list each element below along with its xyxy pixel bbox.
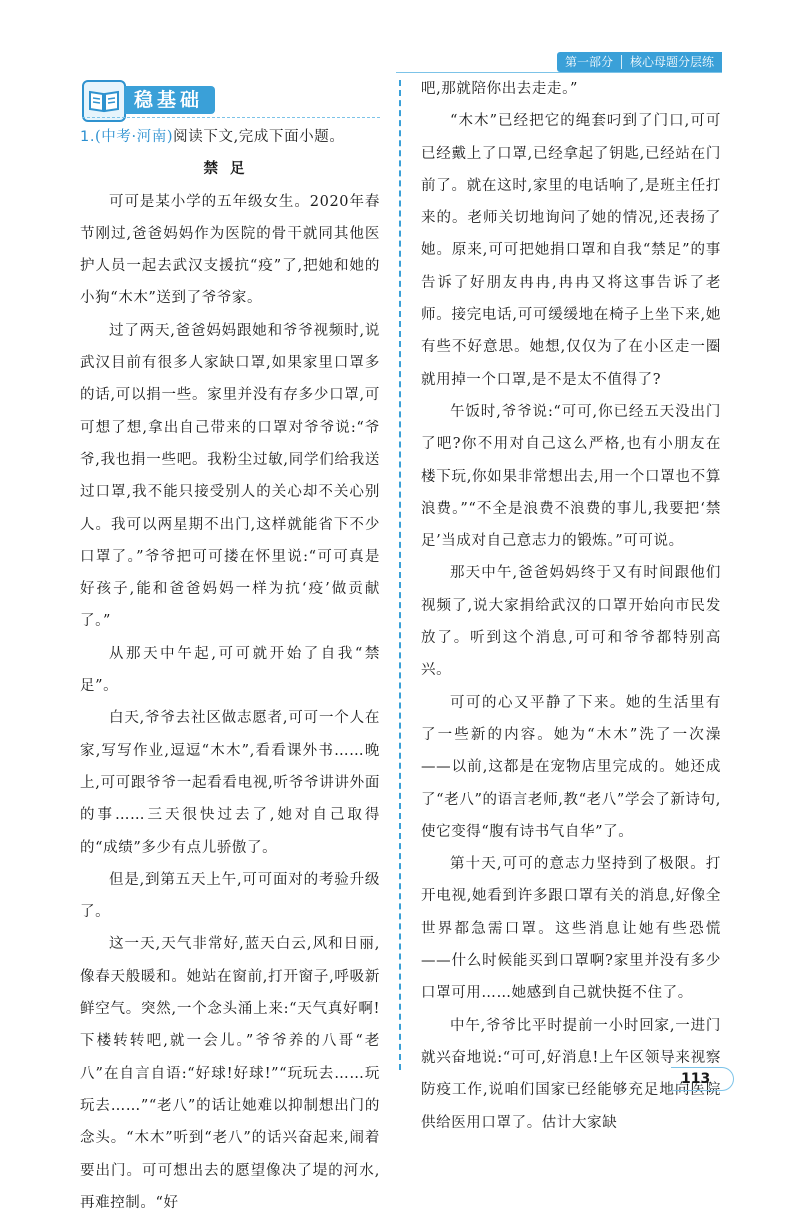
paragraph: “木木”已经把它的绳套叼到了门口,可可已经戴上了口罩,已经拿起了钥匙,已经站在门前了。就在这时,家里的电话响了,是班主任打来的。老师关切地询问了她的情况,还表扬了她。原来,可可把她捐口罩和自我“禁足”的事告诉了好朋友冉冉,冉冉又将这事告诉了老师。接完电话,可可缓缓地在椅子上坐下来,她有些不好意思。她想,仅仅为了在小区走一圈就用掉一个口罩,是不是太不值得了? — [421, 113, 721, 388]
section-header-tag — [557, 52, 722, 72]
section-label: 核心母题分层练 — [629, 55, 714, 69]
paragraph: 第十天,可可的意志力坚持到了极限。打开电视,她看到许多跟口罩有关的消息,好像全世界都急需口罩。这些消息让她有些恐慌——什么时候能买到口罩啊?家里并没有多少口罩可用……她感到自己就快挺不住了。 — [421, 856, 721, 1002]
paragraph: 白天,爷爷去社区做志愿者,可可一个人在家,写写作业,逗逗“木木”,看看课外书……晚上,可可跟爷爷一起看看电视,听爷爷讲讲外面的事……三天很快过去了,她对自己取得的“成绩”多少有点儿骄傲了。 — [80, 710, 380, 856]
paragraph: 中午,爷爷比平时提前一小时回家,一进门就兴奋地说:“可可,好消息!上午区领导来视察防疫工作,说咱们国家已经能够充足地向医院供给医用口罩了。估计大家缺 — [421, 1017, 721, 1131]
question-source: (中考·河南) — [95, 129, 174, 145]
paragraph: 这一天,天气非常好,蓝天白云,风和日丽,像春天般暖和。她站在窗前,打开窗子,呼吸新鲜空气。突然,一个念头涌上来:“天气真好啊!下楼转转吧,就一会儿。”爷爷养的八哥“老八”在自言自语:“好球!好球!”“玩玩去……玩玩去……”“老八”的话让她难以抑制想出门的念头。“木木”听到“老八”的话兴奋起来,闹着要出门。可可想出去的愿望像决了堤的河水,再难控制。“好 — [80, 936, 380, 1211]
paragraph-continued: 吧,那就陪你出去走走。” — [421, 81, 578, 97]
book-icon — [82, 80, 126, 122]
paragraph: 可可是某小学的五年级女生。2020年春节刚过,爸爸妈妈作为医院的骨干就同其他医护人员一起去武汉支援抗“疫”了,把她和她的小狗“木木”送到了爷爷家。 — [80, 193, 380, 307]
part-label: 第一部分 — [564, 55, 613, 69]
column-divider — [399, 80, 401, 1070]
paragraph: 可可的心又平静了下来。她的生活里有了一些新的内容。她为“木木”洗了一次澡——以前,这都是在宠物店里完成的。她还成了“老八”的语言老师,教“老八”学会了新诗句,使它变得“腹有诗书气自华”了。 — [421, 694, 721, 840]
paragraph: 过了两天,爸爸妈妈跟她和爷爷视频时,说武汉目前有很多人家缺口罩,如果家里口罩多的话,可以捐一些。家里并没有存多少口罩,可可想了想,拿出自己带来的口罩对爷爷说:“爷爷,我也捐一些吧。我粉尘过敏,同学们给我送过口罩,我不能只接受别人的关心却不关心别人。我可以两星期不出门,这样就能省下不少口罩了。”爷爷把可可搂在怀里说:“可可真是好孩子,能和爸爸妈妈一样为抗‘疫’做贡献了。” — [80, 322, 380, 630]
question-prompt: 阅读下文,完成下面小题。 — [173, 129, 345, 145]
page-number: 113 — [671, 1067, 734, 1091]
badge-underline — [82, 117, 380, 118]
level-badge — [82, 80, 230, 120]
paragraph: 午饭时,爷爷说:“可可,你已经五天没出门了吧?你不用对自己这么严格,也有小朋友在楼下玩,你如果非常想出去,用一个口罩也不算浪费。”“不全是浪费不浪费的事儿,我要把‘禁足’当成对自己意志力的锻炼。”可可说。 — [421, 403, 721, 550]
paragraph: 那天中午,爸爸妈妈终于又有时间跟他们视频了,说大家捐给武汉的口罩开始向市民发放了。听到这个消息,可可和爷爷都特别高兴。 — [421, 565, 721, 679]
question-line — [80, 121, 380, 153]
paragraph: 但是,到第五天上午,可可面对的考验升级了。 — [80, 871, 380, 921]
paragraph: 从那天中午起,可可就开始了自我“禁足”。 — [80, 645, 380, 695]
left-column — [80, 121, 380, 1219]
question-number: 1. — [80, 129, 96, 145]
article-title: 禁足 — [203, 161, 257, 178]
badge-label: 稳基础 — [124, 86, 215, 114]
header-separator — [621, 55, 622, 69]
right-column — [421, 73, 721, 1139]
